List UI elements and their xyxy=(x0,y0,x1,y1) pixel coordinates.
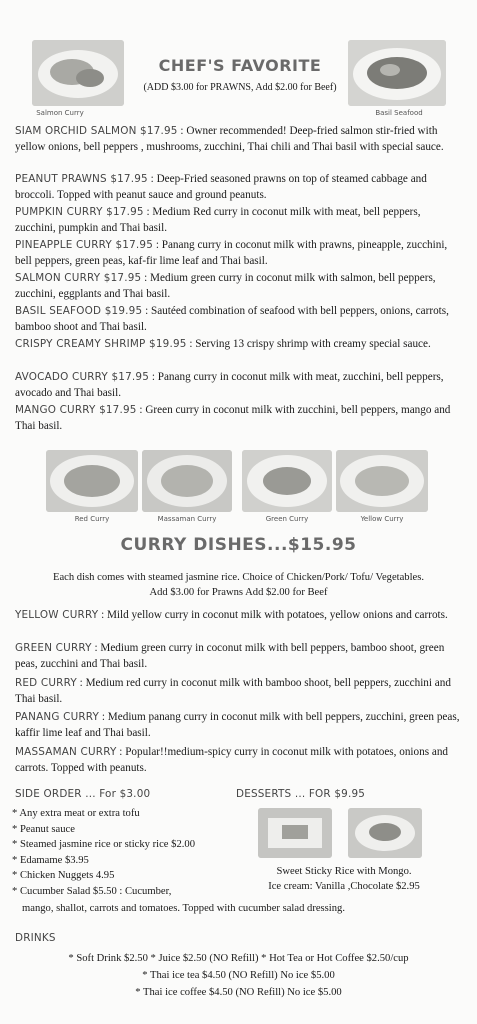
photo-caption: Massaman Curry xyxy=(157,515,217,523)
menu-item: PUMPKIN CURRY $17.95 : Medium Red curry in coconut milk with meat, bell peppers, zucchini, pumpkin and Thai basil. xyxy=(15,206,421,234)
menu-item: YELLOW CURRY : Mild yellow curry in coconut milk with potatoes, yellow onions and carrots. xyxy=(15,609,448,621)
side-order-continuation: mango, shallot, carrots and tomatoes. Topped with cucumber salad dressing. xyxy=(22,903,345,914)
side-order-list xyxy=(12,806,262,899)
drinks-title: DRINKS xyxy=(15,932,56,944)
curry-dishes-title: CURRY DISHES...$15.95 xyxy=(120,535,357,555)
dessert-line: Ice cream: Vanilla ,Chocolate $2.95 xyxy=(268,881,420,892)
menu-item: PEANUT PRAWNS $17.95 : Deep-Fried seasoned prawns on top of steamed cabbage and broccoli. Topped with peanut sauce and ground peanuts. xyxy=(15,173,427,201)
list-item: * Chicken Nuggets 4.95 xyxy=(12,868,262,884)
menu-item: PANANG CURRY : Medium panang curry in coconut milk with bell peppers, zucchini, green peas, kaffir lime leaf and Thai basil. xyxy=(15,711,460,739)
list-item: * Edamame $3.95 xyxy=(12,853,262,869)
list-item: * Steamed jasmine rice or sticky rice $2.00 xyxy=(12,837,262,853)
drinks-line: * Thai ice coffee $4.50 (NO Refill) No ice $5.00 xyxy=(135,987,342,998)
chef-favorite-subtitle: (ADD $3.00 for PRAWNS, Add $2.00 for Beef) xyxy=(143,82,337,93)
photo-caption: Red Curry xyxy=(74,515,110,523)
curry-intro xyxy=(10,570,467,600)
basil-seafood-photo xyxy=(348,40,446,106)
drinks-list xyxy=(0,950,477,1001)
green-curry-photo xyxy=(242,450,332,512)
menu-item: MANGO CURRY $17.95 : Green curry in coconut milk with zucchini, bell peppers, mango and Thai basil. xyxy=(15,404,451,432)
red-curry-photo xyxy=(46,450,138,512)
photo-caption: Basil Seafood xyxy=(375,109,423,117)
list-item: * Cucumber Salad $5.50 : Cucumber, xyxy=(12,884,262,900)
list-item: * Any extra meat or extra tofu xyxy=(12,806,262,822)
salmon-curry-photo xyxy=(32,40,124,106)
dessert-line: Sweet Sticky Rice with Mongo. xyxy=(276,866,412,877)
desserts-title: DESSERTS ... FOR $9.95 xyxy=(236,788,366,800)
photo-caption: Salmon Curry xyxy=(36,109,84,117)
yellow-curry-photo xyxy=(336,450,428,512)
menu-item: PINEAPPLE CURRY $17.95 : Panang curry in coconut milk with prawns, pineapple, zucchini, bell peppers, green peas, kaf-fir lime leaf and Thai basil. xyxy=(15,239,448,267)
menu-item: SALMON CURRY $17.95 : Medium green curry in coconut milk with salmon, bell peppers, zucchini, eggplants and Thai basil. xyxy=(15,272,436,300)
side-order-title: SIDE ORDER ... For $3.00 xyxy=(15,788,151,800)
photo-caption: Yellow Curry xyxy=(360,515,404,523)
drinks-line: * Thai ice tea $4.50 (NO Refill) No ice $5.00 xyxy=(142,970,335,981)
list-item: * Peanut sauce xyxy=(12,822,262,838)
curry-intro-line: Each dish comes with steamed jasmine rice. Choice of Chicken/Pork/ Tofu/ Vegetables. xyxy=(52,572,425,583)
desserts-text xyxy=(244,864,444,894)
sticky-rice-photo xyxy=(258,808,332,858)
menu-item: CRISPY CREAMY SHRIMP $19.95 : Serving 13 crispy shrimp with creamy special sauce. xyxy=(15,338,431,350)
menu-item: RED CURRY : Medium red curry in coconut milk with bamboo shoot, bell peppers, zucchini and Thai basil. xyxy=(15,677,451,705)
menu-item: AVOCADO CURRY $17.95 : Panang curry in coconut milk with meat, zucchini, bell peppers, avocado and Thai basil. xyxy=(15,371,444,399)
menu-item: MASSAMAN CURRY : Popular!!medium-spicy curry in coconut milk with potatoes, onions and carrots. Topped with peanuts. xyxy=(15,746,449,774)
menu-item: GREEN CURRY : Medium green curry in coconut milk with bell peppers, bamboo shoot, green peas, zucchini and Thai basil. xyxy=(15,642,445,670)
curry-intro-line: Add $3.00 for Prawns Add $2.00 for Beef xyxy=(149,587,328,598)
photo-caption: Green Curry xyxy=(265,515,309,523)
menu-item: BASIL SEAFOOD $19.95 : Sautéed combination of seafood with bell peppers, onions, carrots, bamboo shoot and Thai basil. xyxy=(15,305,449,333)
chef-favorite-title: CHEF'S FAVORITE xyxy=(158,56,322,75)
massaman-curry-photo xyxy=(142,450,232,512)
menu-item: SIAM ORCHID SALMON $17.95 : Owner recommended! Deep-fried salmon stir-fried with yellow onions, bell peppers , mushrooms, zucchini, Thai chili and Thai basil with special sauce. xyxy=(15,125,444,153)
drinks-line: * Soft Drink $2.50 * Juice $2.50 (NO Refill) * Hot Tea or Hot Coffee $2.50/cup xyxy=(68,953,409,964)
ice-cream-photo xyxy=(348,808,422,858)
